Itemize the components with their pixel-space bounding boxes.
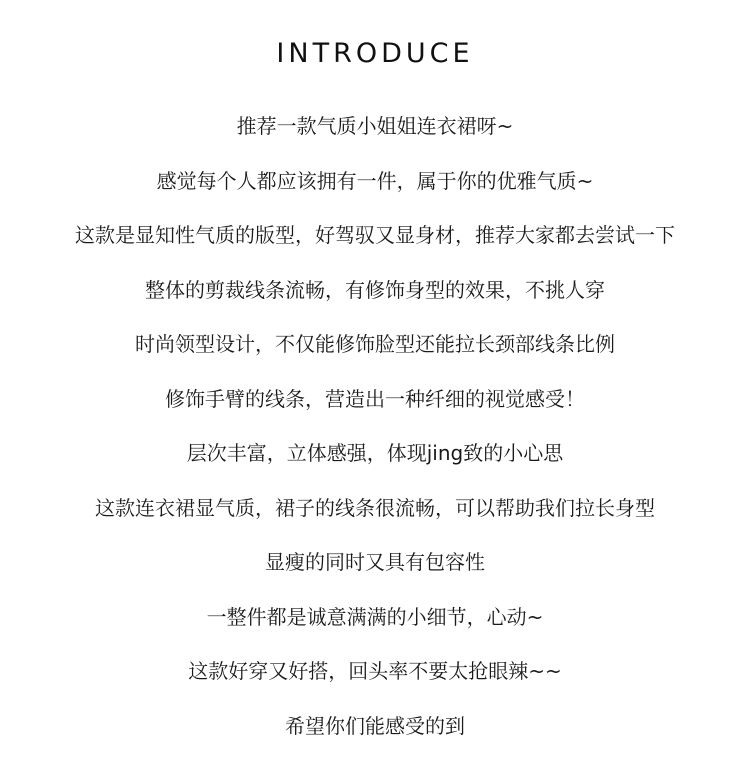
intro-line: 这款连衣裙显气质，裙子的线条很流畅，可以帮助我们拉长身型 — [95, 495, 655, 520]
intro-line: 显瘦的同时又具有包容性 — [265, 550, 485, 574]
introduction-text-list — [0, 108, 750, 762]
intro-line: 这款好穿又好搭，回头率不要太抢眼辣~~ — [188, 659, 562, 683]
intro-line: 希望你们能感受的到 — [285, 713, 465, 738]
intro-line: 这款是显知性气质的版型，好驾驭又显身材，推荐大家都去尝试一下 — [75, 223, 675, 247]
intro-line: 层次丰富，立体感强，体现jing致的小心思 — [186, 441, 564, 465]
intro-line: 推荐一款气质小姐姐连衣裙呀~ — [236, 114, 514, 138]
intro-line: 感觉每个人都应该拥有一件，属于你的优雅气质~ — [156, 168, 594, 193]
intro-line: 修饰手臂的线条，营造出一种纤细的视觉感受！ — [165, 386, 585, 411]
page-title: INTRODUCE — [276, 38, 474, 69]
intro-line: 时尚领型设计，不仅能修饰脸型还能拉长颈部线条比例 — [135, 332, 615, 356]
intro-line: 整体的剪裁线条流畅，有修饰身型的效果，不挑人穿 — [145, 277, 605, 302]
intro-line: 一整件都是诚意满满的小细节，心动~ — [206, 604, 544, 629]
